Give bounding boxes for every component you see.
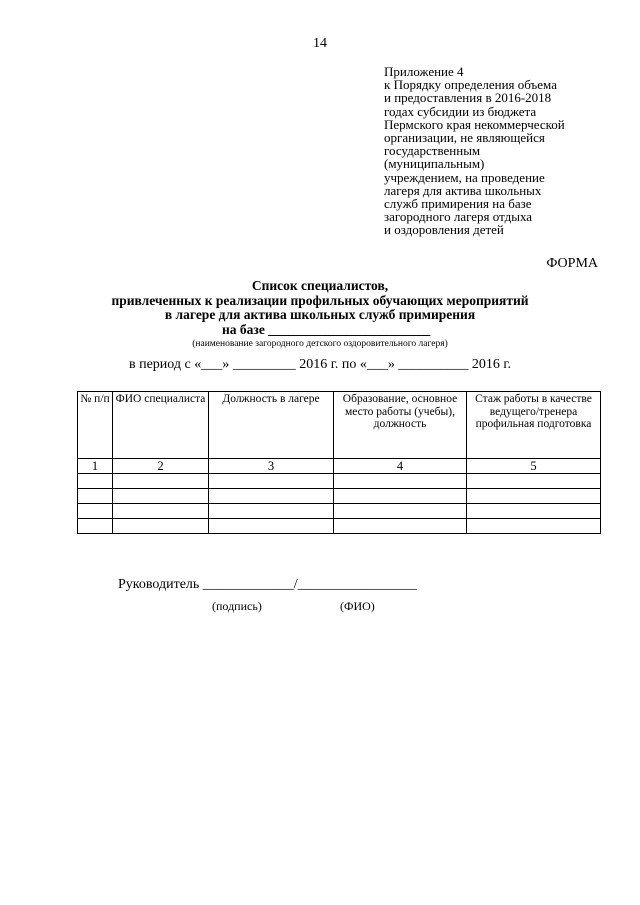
appendix-line: лагеря для актива школьных (384, 182, 542, 198)
table-cell[interactable] (78, 489, 113, 504)
table-cell[interactable] (209, 489, 334, 504)
table-cell[interactable] (209, 504, 334, 519)
header-experience: Стаж работы в качестве ведущего/тренера профильная подготовка (467, 392, 601, 459)
page-number: 14 (313, 36, 327, 51)
column-number-row (78, 459, 601, 474)
appendix-line: и оздоровления детей (384, 222, 504, 238)
table-cell[interactable] (113, 504, 209, 519)
signature-hint: (подпись) (212, 599, 262, 613)
table-cell[interactable] (78, 519, 113, 534)
title-line-1: Список специалистов, (251, 278, 389, 293)
period-line[interactable]: в период с «___» _________ 2016 г. по «___» __________ 2016 г. (128, 357, 512, 372)
table-row[interactable] (78, 489, 601, 504)
appendix-line: государственным (384, 143, 481, 159)
name-hint: (ФИО) (340, 599, 375, 613)
appendix-line: годах субсидии из бюджета (384, 103, 537, 119)
header-number: № п/п (78, 392, 113, 459)
appendix-line: и предоставления в 2016-2018 (384, 90, 552, 106)
appendix-line: к Порядку определения объема (384, 77, 557, 93)
document-title (0, 279, 640, 323)
base-name-field[interactable]: на базе ________________________ (222, 322, 431, 337)
column-number: 5 (467, 459, 601, 474)
table-cell[interactable] (334, 519, 467, 534)
signature-line[interactable]: Руководитель _____________/_________________ (118, 577, 417, 592)
table-cell[interactable] (113, 519, 209, 534)
table-cell[interactable] (209, 519, 334, 534)
table-cell[interactable] (78, 504, 113, 519)
table-cell[interactable] (334, 489, 467, 504)
table-cell[interactable] (467, 519, 601, 534)
table-cell[interactable] (467, 474, 601, 489)
appendix-line: Пермского края некоммерческой (384, 116, 565, 132)
table-cell[interactable] (334, 474, 467, 489)
header-education: Образование, основное место работы (учебы), должность (334, 392, 467, 459)
header-position: Должность в лагере (209, 392, 334, 459)
table-row[interactable] (78, 519, 601, 534)
table-cell[interactable] (78, 474, 113, 489)
table-cell[interactable] (209, 474, 334, 489)
table-cell[interactable] (467, 489, 601, 504)
specialists-table (77, 391, 601, 534)
table-header-row (78, 392, 601, 459)
column-number: 2 (113, 459, 209, 474)
appendix-line: Приложение 4 (384, 64, 464, 79)
appendix-note (384, 65, 565, 237)
table-cell[interactable] (334, 504, 467, 519)
table-cell[interactable] (467, 504, 601, 519)
column-number: 3 (209, 459, 334, 474)
appendix-line: загородного лагеря отдыха (384, 209, 533, 225)
column-number: 4 (334, 459, 467, 474)
appendix-line: учреждением, на проведение (384, 169, 545, 185)
appendix-line: служб примирения на базе (384, 196, 532, 212)
table-row[interactable] (78, 474, 601, 489)
appendix-line: организации, не являющейся (384, 130, 545, 146)
column-number: 1 (78, 459, 113, 474)
title-line-3: в лагере для актива школьных служб примирения (164, 307, 476, 323)
form-label: ФОРМА (546, 256, 598, 271)
title-line-2: привлеченных к реализации профильных обучающих мероприятий (111, 292, 529, 308)
table-row[interactable] (78, 504, 601, 519)
base-caption: (наименование загородного детского оздоровительного лагеря) (192, 339, 448, 349)
appendix-line: (муниципальным) (384, 156, 485, 172)
table-cell[interactable] (113, 474, 209, 489)
table-cell[interactable] (113, 489, 209, 504)
header-name: ФИО специалиста (113, 392, 209, 459)
